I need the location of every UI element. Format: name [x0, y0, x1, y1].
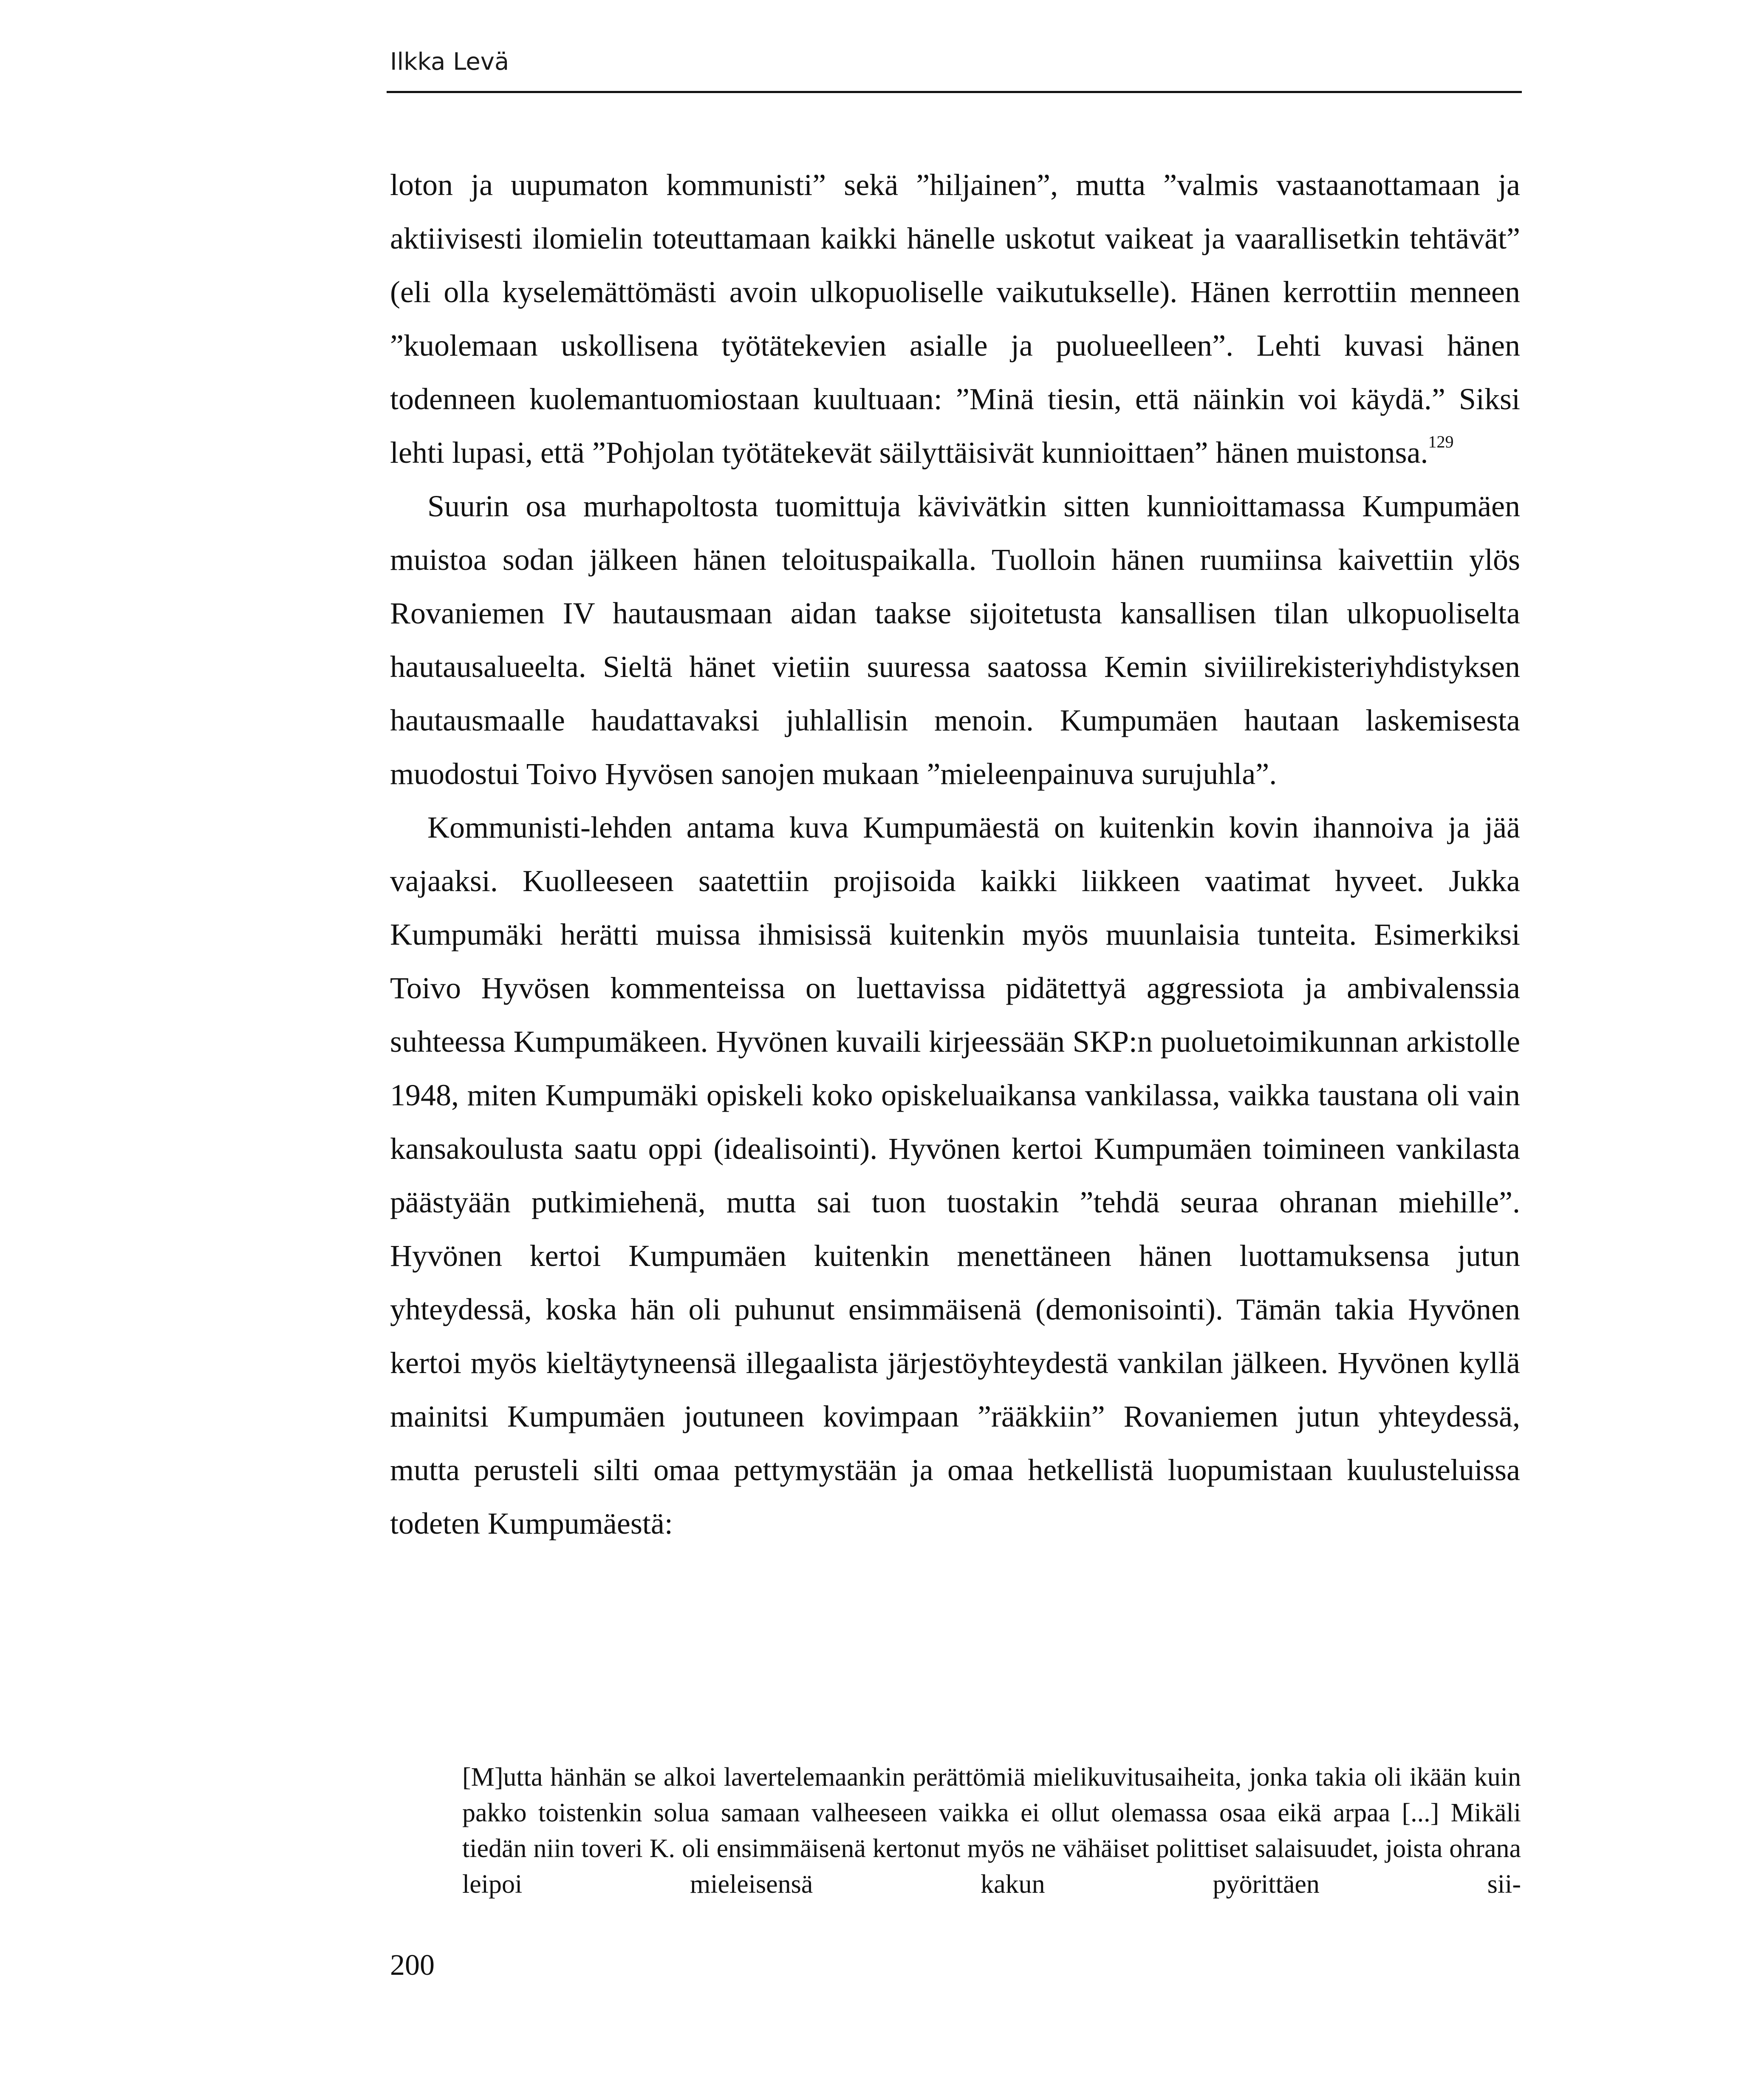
- paragraph-continued: [390, 158, 1520, 479]
- paragraph: [390, 801, 1520, 1550]
- running-head-author: Ilkka Levä: [390, 48, 509, 76]
- footnote-marker[interactable]: 129: [1428, 432, 1454, 451]
- paragraph-text: loton ja uupumaton kommunisti” sekä ”hiljainen”, mutta ”valmis vastaanottamaan ja aktiivisesti ilomielin toteuttamaan kaikki hänelle uskotut vaikeat ja vaarallisetkin tehtävät” (eli olla kyselemättömästi avoin ulkopuoliselle vaikutukselle). Hänen kerrottiin menneen ”kuolemaan uskollisena työtätekevien asialle ja puolueelleen”. Lehti kuvasi hänen todenneen kuolemantuomiostaan kuultuaan: ”Minä tiesin, että näinkin voi käydä.” Siksi lehti lupasi, että ”Pohjolan työtätekevät säilyttäisivät kunnioittaen” hänen muistonsa.: [390, 168, 1520, 470]
- paragraph-text: Kommunisti-lehden antama kuva Kumpumäestä on kuitenkin kovin ihannoiva ja jää vajaaksi. Kuolleeseen saatettiin projisoida kaikki liikkeen vaatimat hyveet. Jukka Kumpumäki herätti muissa ihmisissä kuitenkin myös muunlaisia tunteita. Esimerkiksi Toivo Hyvösen kommenteissa on luettavissa pidätettyä aggressiota ja ambivalenssia suhteessa Kumpumäkeen. Hyvönen kuvaili kirjeessään SKP:n puoluetoimikunnan arkistolle 1948, miten Kumpumäki opiskeli koko opiskeluaikansa vankilassa, vaikka taustana oli vain kansakoulusta saatu oppi (idealisointi). Hyvönen kertoi Kumpumäen toimineen vankilasta päästyään putkimiehenä, mutta sai tuon tuostakin ”tehdä seuraa ohranan miehille”. Hyvönen kertoi Kumpumäen kuitenkin menettäneen hänen luottamuksensa jutun yhteydessä, koska hän oli puhunut ensimmäisenä (demonisointi). Tämän takia Hyvönen kertoi myös kieltäytyneensä illegaalista järjestöyhteydestä vankilan jälkeen. Hyvönen kyllä mainitsi Kumpumäen joutuneen kovimpaan ”rääkkiin” Rovaniemen jutun yhteydessä, mutta perusteli silti omaa pettymystään ja omaa hetkellistä luopumistaan kuulusteluissa todeten Kumpumäestä:: [390, 810, 1520, 1540]
- paragraph: [390, 479, 1520, 801]
- paragraph-text: Suurin osa murhapoltosta tuomittuja kävivätkin sitten kunnioittamassa Kumpumäen muistoa sodan jälkeen hänen teloituspaikalla. Tuolloin hänen ruumiinsa kaivettiin ylös Rovaniemen IV hautausmaan aidan taakse sijoitetusta kansallisen tilan ulkopuoliselta hautausalueelta. Sieltä hänet vietiin suuressa saatossa Kemin siviilirekisteriyhdistyksen hautausmaalle haudattavaksi juhlallisin menoin. Kumpumäen hautaan laskemisesta muodostui Toivo Hyvösen sanojen mukaan ”mieleenpainuva surujuhla”.: [390, 489, 1520, 791]
- header-rule: [387, 91, 1522, 93]
- body-text: [390, 158, 1520, 1550]
- page-number: 200: [390, 1949, 435, 1982]
- block-quote: [M]utta hänhän se alkoi lavertelemaankin perättömiä mielikuvitusaiheita, jonka takia oli ikään kuin pakko toistenkin solua samaan valheeseen vaikka ei ollut olemassa osaa eikä arpaa [...] Mikäli tiedän niin toveri K. oli ensimmäisenä kertonut myös ne vähäiset polittiset salaisuudet, joista ohrana leipoi mieleisensä kakun pyörittäen sii-: [462, 1763, 1521, 1899]
